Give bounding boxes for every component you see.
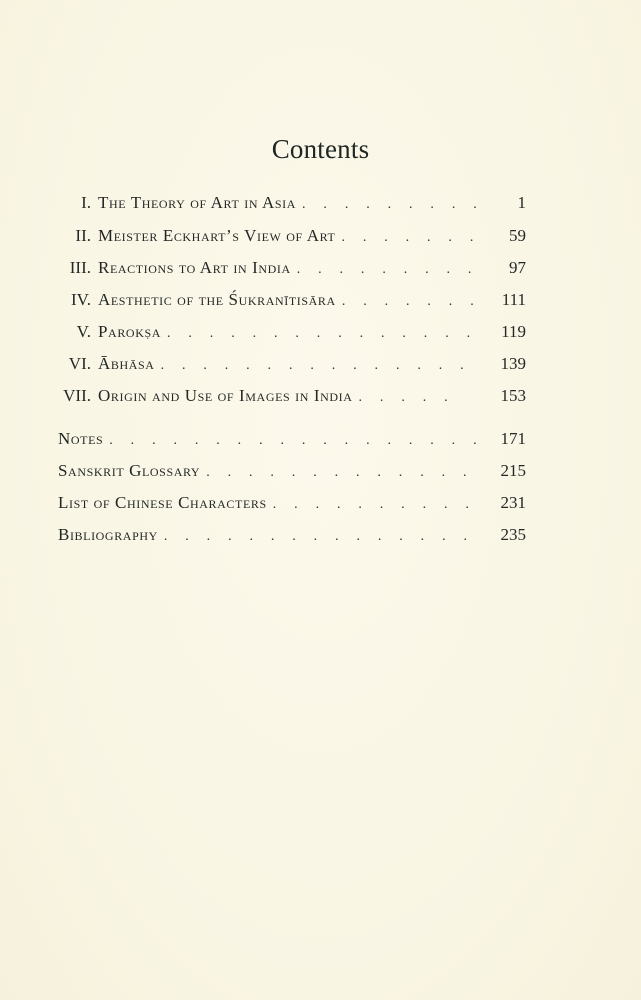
- chapter-number: IV.: [71, 290, 91, 309]
- dot-leader: . . . . .: [358, 390, 455, 405]
- page-number: 235: [500, 525, 526, 544]
- page-number: 215: [500, 461, 526, 480]
- chapter-title: The Theory of Art in Asia: [98, 193, 297, 212]
- page-number: 59: [509, 226, 526, 245]
- dot-leader: . . . . . . . . . . . . . . .: [160, 358, 471, 373]
- toc-entry: [0, 224, 641, 248]
- dot-leader: . . . . . . . . . . . . . . .: [163, 529, 475, 544]
- page-number: 153: [500, 386, 526, 405]
- page-number: 111: [501, 290, 526, 309]
- chapter-title: Meister Eckhart’s View of Art: [98, 226, 336, 245]
- toc-entry: [0, 459, 641, 483]
- toc-entry: [0, 491, 641, 515]
- chapter-number: V.: [76, 322, 91, 341]
- toc-entry: [0, 352, 641, 376]
- toc-entry: [0, 288, 641, 312]
- back-matter-title: Notes: [58, 429, 104, 448]
- chapter-number: VI.: [68, 354, 91, 373]
- page-number: 97: [509, 258, 526, 277]
- chapter-title: Origin and Use of Images in India: [98, 386, 353, 405]
- chapter-title: Aesthetic of the Śukranītisāra: [98, 290, 336, 309]
- dot-leader: . . . . . . . . . . . . .: [206, 465, 474, 480]
- back-matter-title: Sanskrit Glossary: [58, 461, 201, 480]
- chapter-title: Parokṣa: [98, 322, 161, 341]
- toc-entry: [0, 427, 641, 451]
- chapter-number: I.: [81, 193, 91, 212]
- chapter-number: III.: [69, 258, 91, 277]
- dot-leader: . . . . . . . . .: [296, 262, 479, 277]
- dot-leader: . . . . . . . . .: [302, 197, 484, 212]
- chapter-title: Reactions to Art in India: [98, 258, 291, 277]
- toc-entry: [0, 320, 641, 344]
- back-matter-title: Bibliography: [58, 525, 158, 544]
- toc-entry: [0, 256, 641, 280]
- dot-leader: . . . . . . .: [341, 294, 481, 309]
- page-number: 171: [500, 429, 526, 448]
- chapter-number: VII.: [63, 386, 91, 405]
- page-number: 1: [517, 193, 526, 212]
- page-title: Contents: [271, 134, 370, 164]
- dot-leader: . . . . . . . . . . . . . . . . . .: [109, 433, 484, 448]
- toc-entry: [0, 523, 641, 547]
- page-number: 139: [500, 354, 526, 373]
- page-number: 231: [500, 493, 526, 512]
- back-matter-title: List of Chinese Characters: [58, 493, 267, 512]
- toc-entry: [0, 384, 641, 408]
- toc-entry: [0, 191, 641, 215]
- dot-leader: . . . . . . . . . . . . . . .: [167, 326, 478, 341]
- chapter-number: II.: [75, 226, 91, 245]
- dot-leader: . . . . . . .: [341, 230, 481, 245]
- chapter-title: Ābhāsa: [98, 354, 155, 373]
- dot-leader: . . . . . . . . . .: [272, 497, 477, 512]
- page-number: 119: [501, 322, 526, 341]
